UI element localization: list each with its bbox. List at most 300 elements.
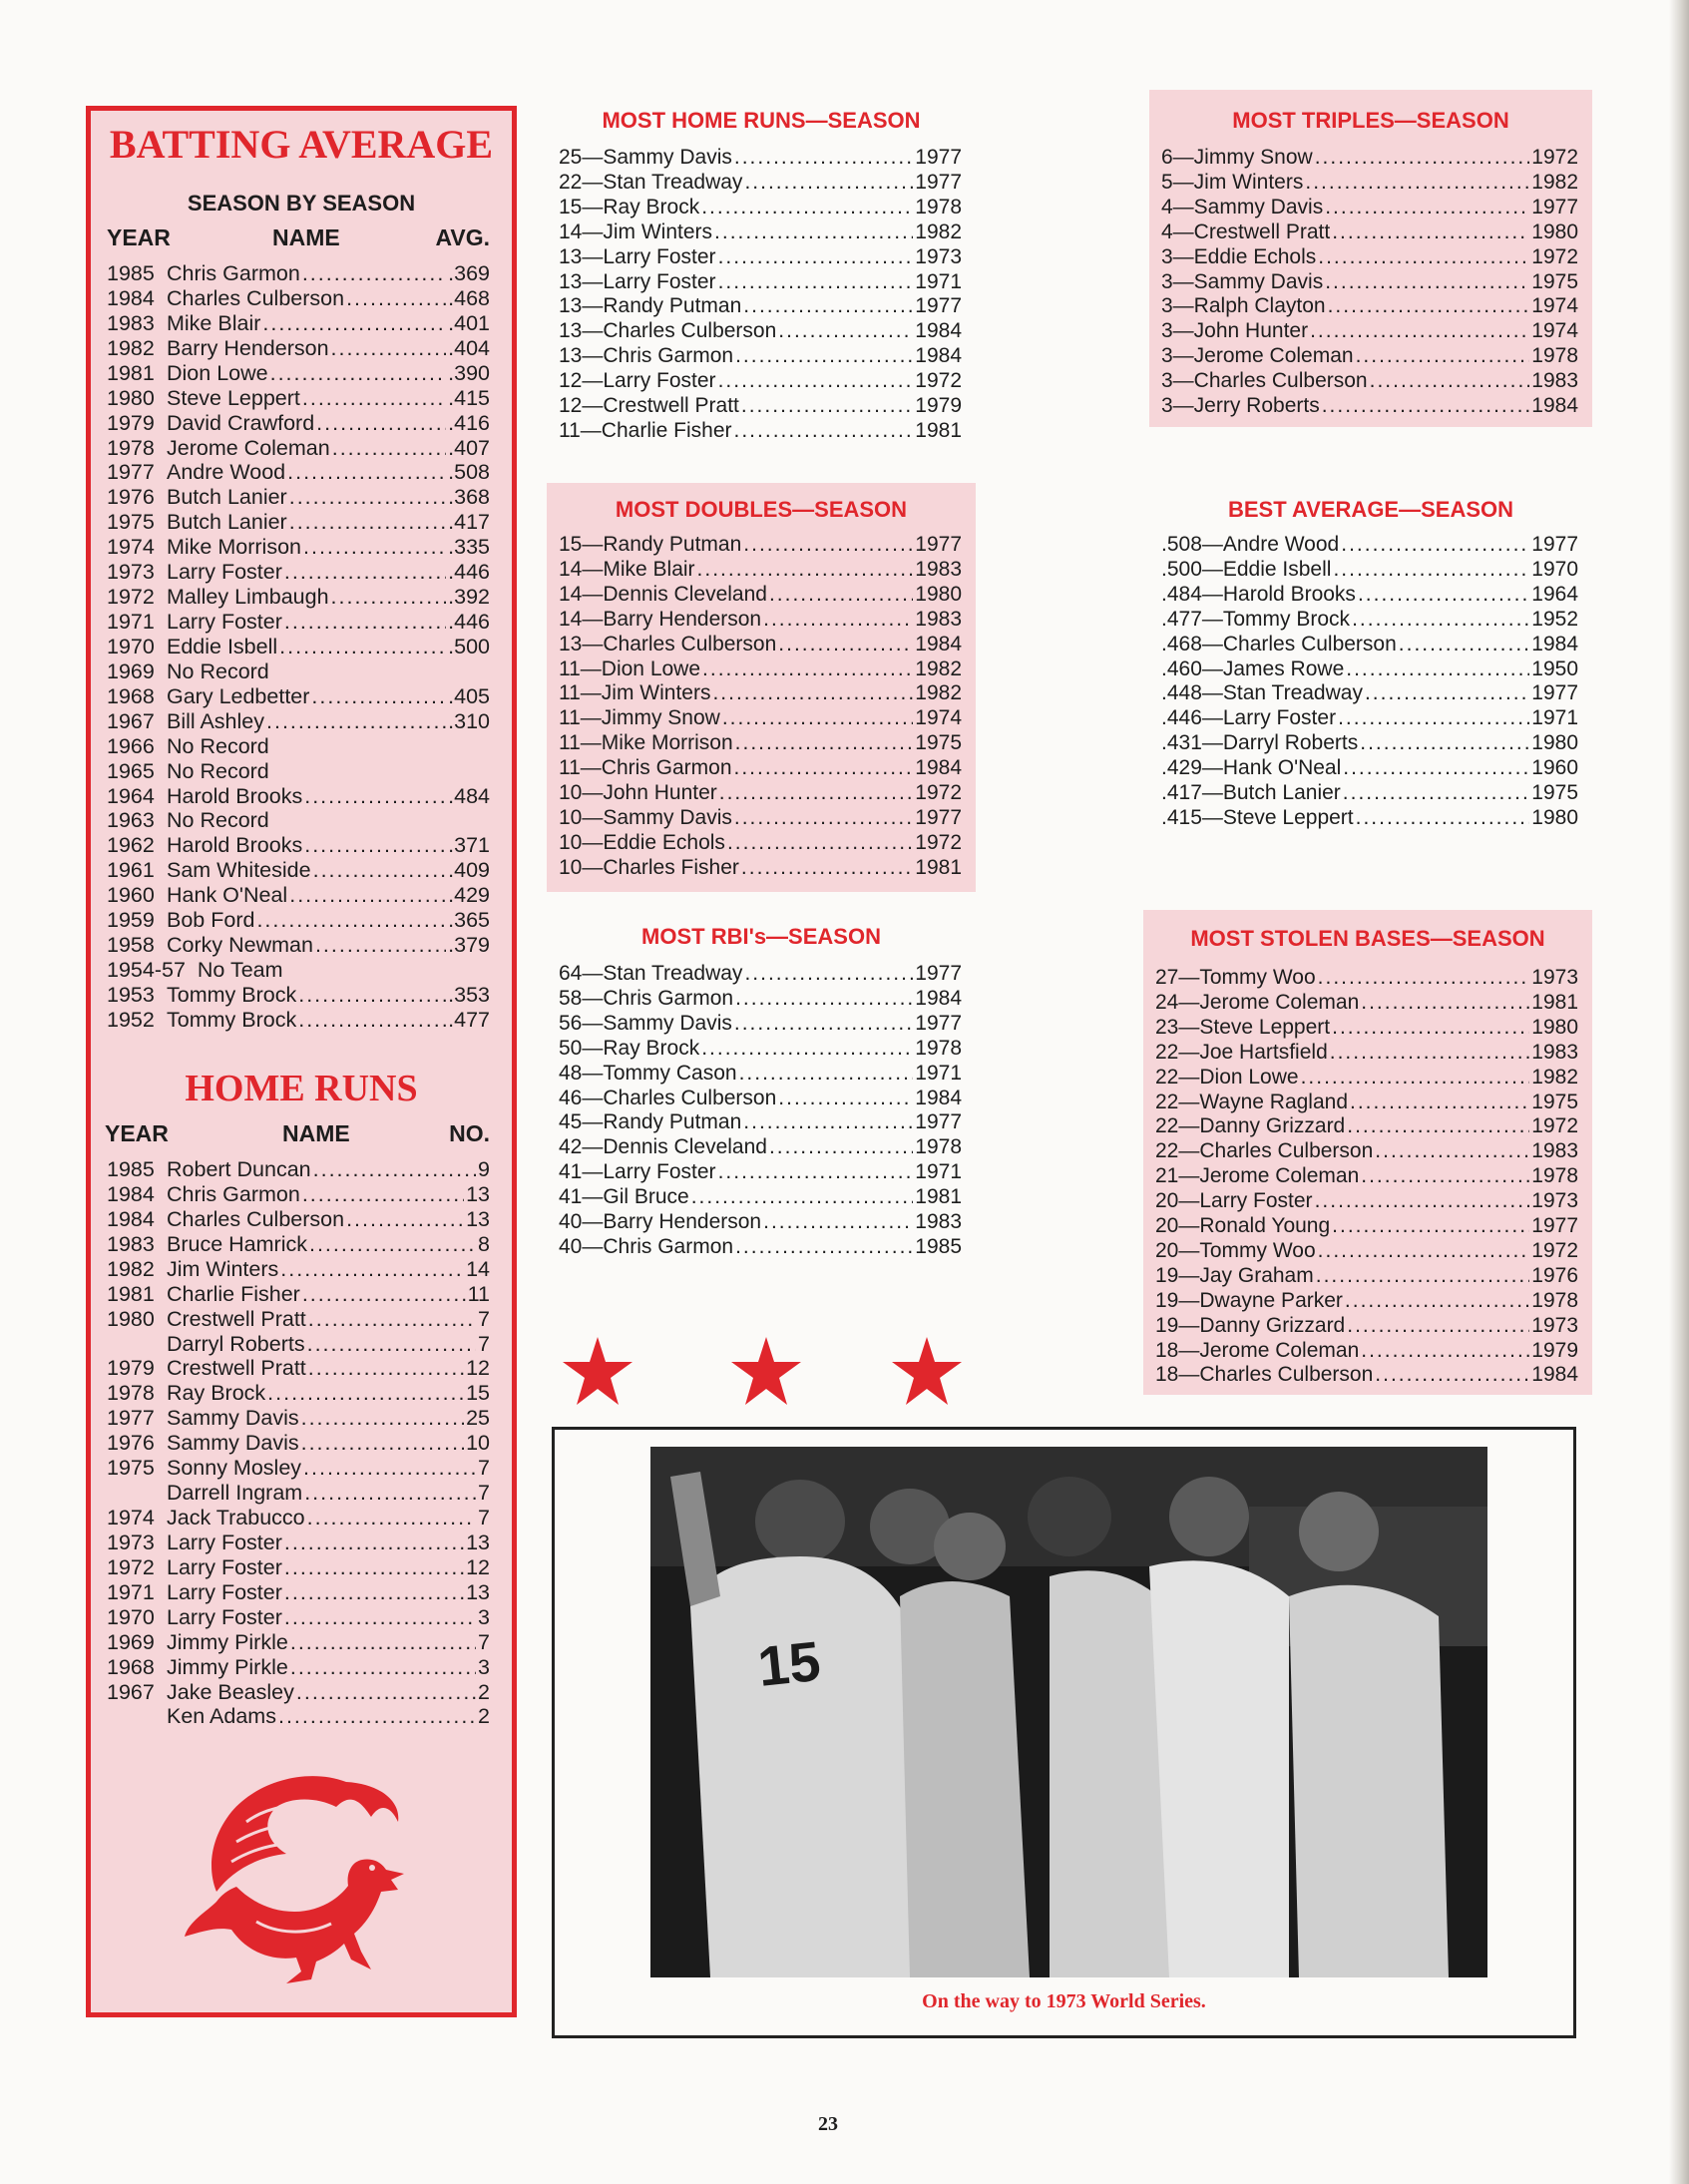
leader-dots [1343, 781, 1529, 805]
leader-dots [727, 831, 913, 855]
record-entry: .508—Andre Wood [1161, 533, 1340, 556]
record-row [1161, 706, 1578, 731]
row-name: Ray Brock [167, 1381, 266, 1406]
table-row [107, 684, 490, 709]
record-row [1161, 146, 1578, 171]
record-year: 1978 [1531, 1164, 1578, 1188]
record-entry: 3—Ralph Clayton [1161, 294, 1326, 318]
record-year: 1983 [1531, 1139, 1578, 1163]
table-row [107, 808, 490, 833]
table-row [107, 1704, 490, 1729]
no-header: NO. [449, 1120, 490, 1146]
record-year: 1982 [1531, 170, 1578, 194]
record-year: 1984 [915, 319, 962, 343]
record-entry: .415—Steve Leppert [1161, 805, 1354, 829]
leader-dots [1315, 1189, 1530, 1213]
record-entry: 22—Dion Lowe [1155, 1065, 1299, 1089]
table-row [107, 361, 490, 386]
row-value: .477 [448, 1007, 490, 1032]
record-row [559, 781, 962, 806]
record-row [1161, 319, 1578, 344]
table-row [107, 460, 490, 485]
row-year: 1964 [107, 783, 155, 808]
record-row [559, 171, 962, 196]
record-entry: 15—Randy Putman [559, 533, 742, 556]
record-entry: 40—Barry Henderson [559, 1210, 762, 1233]
row-value: .310 [448, 708, 490, 733]
record-year: 1981 [915, 418, 962, 442]
record-year: 1978 [1531, 1288, 1578, 1312]
leader-dots [298, 983, 446, 1008]
row-year: 1971 [107, 1579, 155, 1604]
record-year: 1975 [915, 731, 962, 755]
record-year: 1977 [915, 146, 962, 169]
row-year: 1962 [107, 833, 155, 858]
row-year: 1978 [107, 435, 155, 460]
row-value: .407 [448, 435, 490, 460]
record-entry: 22—Joe Hartsfield [1155, 1040, 1328, 1064]
record-entry: 19—Dwayne Parker [1155, 1288, 1343, 1312]
table-row [107, 1431, 490, 1456]
table-row [107, 983, 490, 1008]
leader-dots [1325, 196, 1529, 219]
record-row [1161, 583, 1578, 608]
record-entry: 3—Sammy Davis [1161, 269, 1324, 293]
row-year: 1959 [107, 908, 155, 933]
record-entry: 20—Ronald Young [1155, 1214, 1331, 1237]
record-year: 1972 [915, 830, 962, 854]
row-value: .404 [448, 335, 490, 360]
leader-dots [1399, 633, 1529, 656]
record-entry: 18—Jerome Coleman [1155, 1338, 1360, 1362]
row-value: 12 [466, 1554, 490, 1579]
record-year: 1974 [1531, 319, 1578, 343]
table-row [107, 1506, 490, 1530]
record-entry: 50—Ray Brock [559, 1036, 700, 1060]
leader-dots [1352, 608, 1529, 632]
record-year: 1983 [1531, 1040, 1578, 1064]
record-year: 1984 [915, 756, 962, 780]
row-year: 1971 [107, 610, 155, 635]
row-value: .415 [448, 385, 490, 410]
record-year: 1978 [915, 1036, 962, 1060]
record-year: 1982 [915, 219, 962, 243]
season-by-season-subtitle: SEASON BY SEASON [187, 191, 416, 216]
record-row [1161, 558, 1578, 583]
record-row [1155, 1139, 1578, 1164]
record-year: 1952 [1531, 607, 1578, 631]
record-entry: 42—Dennis Cleveland [559, 1135, 767, 1159]
home-runs-column-headers [105, 1120, 490, 1148]
row-year: 1984 [107, 1206, 155, 1231]
record-row [559, 706, 962, 731]
leader-dots [712, 681, 913, 705]
leader-dots [311, 684, 446, 709]
record-year: 1984 [1531, 1363, 1578, 1387]
table-row [107, 386, 490, 411]
record-year: 1964 [1531, 582, 1578, 606]
record-row [1155, 1314, 1578, 1339]
row-name: Larry Foster [167, 1529, 282, 1554]
row-value: 13 [466, 1206, 490, 1231]
table-row [107, 436, 490, 461]
leader-dots [302, 386, 446, 411]
record-row [1155, 1066, 1578, 1091]
record-row [559, 1062, 962, 1087]
record-row [1161, 608, 1578, 633]
leader-dots [308, 1307, 476, 1332]
leader-dots [1347, 1114, 1529, 1138]
record-entry: 3—Jerry Roberts [1161, 394, 1320, 417]
table-row [107, 1655, 490, 1680]
most-doubles-block [547, 483, 976, 892]
row-value: 7 [478, 1506, 490, 1530]
row-value: 2 [478, 1704, 490, 1729]
record-row [559, 1160, 962, 1185]
table-row [107, 1406, 490, 1431]
table-row [107, 585, 490, 610]
leader-dots [284, 1530, 464, 1555]
row-year: 1978 [107, 1381, 155, 1406]
record-row [559, 419, 962, 444]
leader-dots [719, 781, 914, 805]
leader-dots [1365, 681, 1529, 705]
record-entry: 10—Eddie Echols [559, 830, 725, 854]
leader-dots [743, 1110, 913, 1134]
record-year: 1978 [915, 1135, 962, 1159]
record-row [559, 856, 962, 881]
record-entry: 4—Sammy Davis [1161, 195, 1324, 218]
row-value: .365 [448, 908, 490, 933]
record-entry: 11—Jimmy Snow [559, 706, 720, 730]
row-year: 1974 [107, 535, 155, 560]
record-entry: 41—Gil Bruce [559, 1185, 689, 1209]
record-entry: 14—Jim Winters [559, 219, 713, 243]
table-row [107, 1182, 490, 1207]
leader-dots [296, 1680, 476, 1705]
table-row [107, 261, 490, 286]
leader-dots [303, 535, 446, 560]
leader-dots [1322, 394, 1530, 418]
record-year: 1982 [1531, 1065, 1578, 1089]
row-year: 1961 [107, 858, 155, 883]
table-row [107, 1605, 490, 1630]
row-value: .508 [448, 460, 490, 485]
record-year: 1973 [915, 244, 962, 268]
record-entry: 3—Eddie Echols [1161, 244, 1317, 268]
record-year: 1981 [915, 1185, 962, 1209]
record-entry: 11—Jim Winters [559, 681, 711, 705]
record-year: 1971 [915, 1061, 962, 1085]
row-year: 1972 [107, 1554, 155, 1579]
record-entry: 10—Charles Fisher [559, 855, 739, 879]
leader-dots [279, 635, 446, 659]
table-row [107, 1332, 490, 1357]
leader-dots [304, 833, 446, 858]
row-name: Darryl Roberts [167, 1331, 305, 1356]
row-year: 1983 [107, 1231, 155, 1256]
row-value: 9 [478, 1157, 490, 1181]
row-year: 1967 [107, 708, 155, 733]
row-name: David Crawford [167, 410, 315, 435]
row-name: Jack Trabucco [167, 1506, 305, 1530]
record-row [1161, 171, 1578, 196]
leader-dots [1341, 533, 1529, 557]
team-celebration-photo [650, 1447, 1487, 1977]
leader-dots [289, 485, 446, 510]
most-rbis-block [547, 916, 976, 1265]
row-name: Hank O'Neal [167, 883, 288, 908]
record-row [1161, 220, 1578, 245]
record-row [1161, 270, 1578, 295]
table-row [107, 908, 490, 933]
row-year: 1985 [107, 1157, 155, 1181]
row-year: 1979 [107, 1356, 155, 1381]
leader-dots [1318, 966, 1530, 990]
record-year: 1977 [1531, 1214, 1578, 1237]
row-name: Ken Adams [167, 1704, 276, 1729]
leader-dots [304, 1481, 476, 1506]
leader-dots [701, 1037, 913, 1061]
table-row [107, 1232, 490, 1257]
record-year: 1984 [915, 1086, 962, 1109]
record-entry: 19—Jay Graham [1155, 1263, 1314, 1287]
leader-dots [778, 633, 913, 656]
players-illustration [650, 1447, 1487, 1977]
leader-dots [1318, 1239, 1530, 1263]
leader-dots [778, 319, 913, 343]
leader-dots [284, 610, 446, 635]
record-entry: 22—Wayne Ragland [1155, 1090, 1348, 1113]
record-year: 1985 [915, 1234, 962, 1258]
leader-dots [763, 608, 913, 632]
leader-dots [1361, 991, 1529, 1015]
row-name: Malley Limbaugh [167, 585, 329, 610]
record-year: 1984 [915, 632, 962, 655]
record-row [1161, 781, 1578, 806]
leader-dots [1346, 657, 1529, 681]
record-row [1161, 245, 1578, 270]
leader-dots [289, 510, 446, 535]
row-year: 1979 [107, 410, 155, 435]
leader-dots [331, 585, 447, 610]
leader-dots [741, 856, 913, 880]
row-value: .416 [448, 410, 490, 435]
leader-dots [1328, 294, 1530, 318]
leader-dots [302, 1182, 464, 1207]
table-row [107, 535, 490, 560]
row-name: Larry Foster [167, 610, 282, 635]
leader-dots [262, 311, 446, 336]
record-row [1155, 1164, 1578, 1189]
leader-dots [266, 709, 446, 734]
leader-dots [1361, 1164, 1529, 1188]
leader-dots [307, 1332, 476, 1357]
table-row [107, 1008, 490, 1033]
record-row [559, 987, 962, 1012]
leader-dots [702, 657, 913, 681]
batting-column-headers [107, 224, 490, 252]
table-row [107, 833, 490, 858]
avg-header: AVG. [435, 224, 490, 250]
table-row [107, 1630, 490, 1655]
page-number: 23 [818, 2113, 838, 2135]
star-icon [561, 1335, 634, 1407]
leader-dots [309, 1232, 476, 1257]
record-row [559, 220, 962, 245]
record-year: 1984 [915, 344, 962, 368]
record-entry: .460—James Rowe [1161, 656, 1345, 680]
leader-dots [289, 883, 446, 908]
table-row [107, 1680, 490, 1705]
record-row [1155, 991, 1578, 1016]
table-row [107, 411, 490, 436]
table-row [107, 784, 490, 809]
record-row [1155, 1363, 1578, 1388]
row-value: 2 [478, 1679, 490, 1704]
record-entry: .446—Larry Foster [1161, 706, 1337, 730]
record-entry: .484—Harold Brooks [1161, 582, 1356, 606]
row-year: 1977 [107, 460, 155, 485]
record-year: 1972 [915, 369, 962, 393]
table-row [107, 1207, 490, 1232]
table-row [107, 1356, 490, 1381]
row-year: 1973 [107, 1529, 155, 1554]
record-year: 1977 [915, 805, 962, 829]
leader-dots [278, 1704, 476, 1729]
row-name: Charles Culberson [167, 285, 345, 310]
record-row [1161, 369, 1578, 394]
record-entry: 15—Ray Brock [559, 195, 700, 218]
record-entry: 5—Jim Winters [1161, 170, 1304, 194]
record-entry: 20—Larry Foster [1155, 1189, 1313, 1213]
leader-dots [1360, 731, 1529, 755]
gamecock-logo [177, 1762, 416, 1986]
leader-dots [270, 361, 447, 386]
record-row [559, 583, 962, 608]
row-value: .369 [448, 261, 490, 285]
leader-dots [313, 858, 447, 883]
record-year: 1975 [1531, 781, 1578, 804]
row-year: 1969 [107, 658, 155, 683]
table-row [107, 759, 490, 784]
leader-dots [744, 171, 913, 195]
most-rbis-title: MOST RBI's—SEASON [641, 924, 881, 949]
record-entry: 22—Charles Culberson [1155, 1139, 1374, 1163]
record-row [559, 1210, 962, 1235]
row-name: Corky Newman [167, 933, 313, 958]
record-row [559, 196, 962, 220]
row-name: Butch Lanier [167, 510, 287, 535]
record-year: 1973 [1531, 966, 1578, 989]
table-row [107, 1555, 490, 1580]
row-name: Jim Winters [167, 1256, 279, 1281]
row-name: Jimmy Pirkle [167, 1629, 288, 1654]
record-year: 1974 [1531, 294, 1578, 318]
record-year: 1979 [915, 394, 962, 417]
record-entry: 56—Sammy Davis [559, 1011, 732, 1035]
record-year: 1977 [915, 170, 962, 194]
row-year: 1980 [107, 1306, 155, 1331]
record-year: 1981 [1531, 990, 1578, 1014]
row-year: 1952 [107, 1007, 155, 1032]
leader-dots [701, 196, 913, 219]
record-row [1161, 756, 1578, 781]
record-year: 1980 [915, 582, 962, 606]
row-year: 1981 [107, 360, 155, 385]
record-year: 1982 [915, 681, 962, 705]
row-year: 1976 [107, 1431, 155, 1456]
row-year: 1981 [107, 1281, 155, 1306]
leader-dots [1301, 1066, 1530, 1090]
record-entry: 12—Larry Foster [559, 369, 716, 393]
record-year: 1984 [1531, 632, 1578, 655]
record-year: 1981 [915, 855, 962, 879]
row-name: Harold Brooks [167, 833, 303, 858]
table-row [107, 659, 490, 684]
row-name: Charlie Fisher [167, 1281, 300, 1306]
leader-dots [1375, 1139, 1529, 1163]
leader-dots [735, 1235, 913, 1259]
leader-dots [735, 344, 913, 368]
leader-dots [743, 533, 913, 557]
record-row [559, 633, 962, 657]
leader-dots [1316, 1264, 1530, 1288]
leader-dots [1325, 270, 1529, 294]
record-entry: 14—Dennis Cleveland [559, 582, 767, 606]
record-row [1155, 1189, 1578, 1214]
leader-dots [1343, 756, 1529, 780]
row-year: 1975 [107, 510, 155, 535]
table-row [107, 1257, 490, 1282]
page-edge-shadow [1669, 0, 1689, 2184]
record-year: 1979 [1531, 1338, 1578, 1362]
row-year: 1980 [107, 385, 155, 410]
row-name: Jerome Coleman [167, 435, 330, 460]
record-row [559, 756, 962, 781]
leader-dots [763, 1210, 913, 1234]
row-year: 1977 [107, 1406, 155, 1431]
record-year: 1977 [915, 1011, 962, 1035]
record-entry: .500—Eddie Isbell [1161, 557, 1332, 581]
row-year: 1982 [107, 335, 155, 360]
row-year: 1958 [107, 933, 155, 958]
leader-dots [718, 270, 914, 294]
row-value: 7 [478, 1629, 490, 1654]
row-name: Larry Foster [167, 1554, 282, 1579]
record-entry: 13—Chris Garmon [559, 344, 734, 368]
row-year: 1976 [107, 485, 155, 510]
leader-dots [735, 987, 913, 1011]
row-year: 1967 [107, 1679, 155, 1704]
leader-dots [287, 460, 446, 485]
row-value: .429 [448, 883, 490, 908]
record-entry: 20—Tommy Woo [1155, 1238, 1316, 1262]
row-year: 1969 [107, 1629, 155, 1654]
table-row [107, 933, 490, 958]
leader-dots [267, 1381, 464, 1406]
record-row [559, 1012, 962, 1037]
jersey-number: 15 [754, 1628, 824, 1698]
table-row [107, 1580, 490, 1605]
leader-dots [280, 1257, 464, 1282]
record-row [1155, 1239, 1578, 1264]
row-name: Bill Ashley [167, 708, 264, 733]
record-entry: 45—Randy Putman [559, 1110, 742, 1134]
record-row [1161, 731, 1578, 756]
leader-dots [290, 1655, 476, 1680]
leader-dots [331, 336, 447, 361]
